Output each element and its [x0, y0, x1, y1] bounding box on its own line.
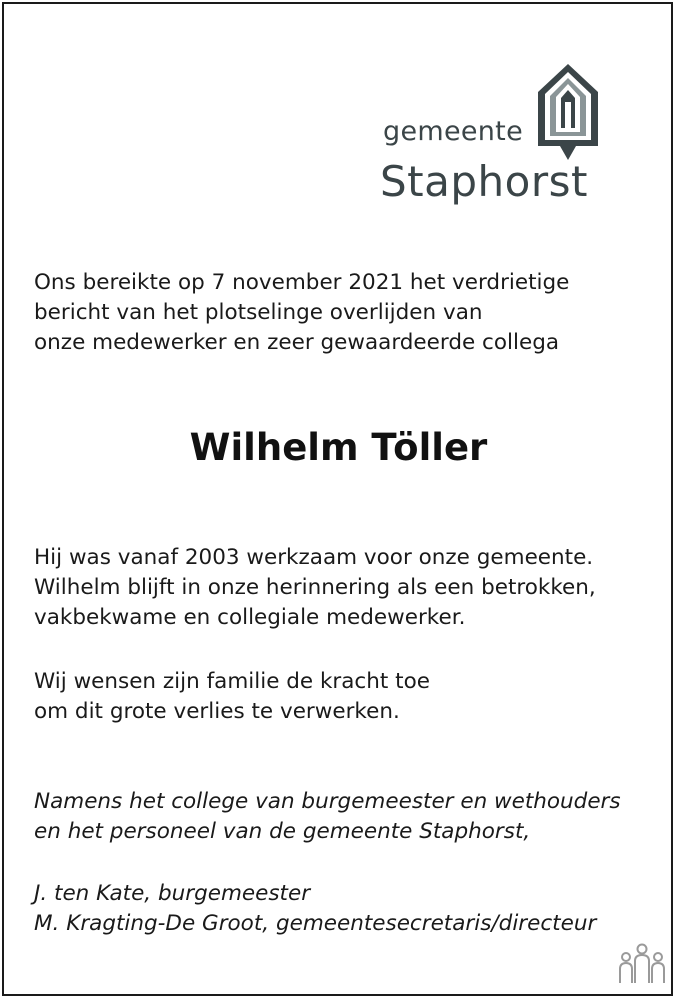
career-paragraph [34, 543, 596, 633]
intro-line: onze medewerker en zeer gewaardeerde collega [34, 330, 560, 355]
career-line: vakbekwame en collegiale medewerker. [34, 605, 466, 630]
logo-word-staphorst: Staphorst [380, 157, 588, 206]
intro-line: Ons bereikte op 7 november 2021 het verdrietige [34, 270, 570, 295]
signer-line: J. ten Kate, burgemeester [34, 881, 311, 906]
wish-line: Wij wensen zijn familie de kracht toe [34, 669, 430, 694]
career-line: Wilhelm blijft in onze herinnering als een betrokken, [34, 575, 596, 600]
signoff-line: Namens het college van burgemeester en wethouders [34, 789, 621, 814]
signer-line: M. Kragting-De Groot, gemeentesecretaris/directeur [34, 911, 597, 936]
wish-paragraph [34, 667, 430, 727]
municipality-logo [380, 62, 615, 212]
deceased-name: Wilhelm Töller [189, 426, 488, 469]
signoff-line: en het personeel van de gemeente Staphorst, [34, 819, 531, 844]
signers-paragraph [34, 879, 596, 939]
people-group-icon [617, 943, 667, 985]
intro-paragraph [34, 268, 569, 358]
house-emblem-icon [536, 62, 600, 162]
signoff-paragraph [34, 787, 621, 847]
career-line: Hij was vanaf 2003 werkzaam voor onze gemeente. [34, 545, 594, 570]
intro-line: bericht van het plotselinge overlijden van [34, 300, 483, 325]
logo-word-gemeente: gemeente [383, 116, 523, 147]
wish-line: om dit grote verlies te verwerken. [34, 699, 400, 724]
